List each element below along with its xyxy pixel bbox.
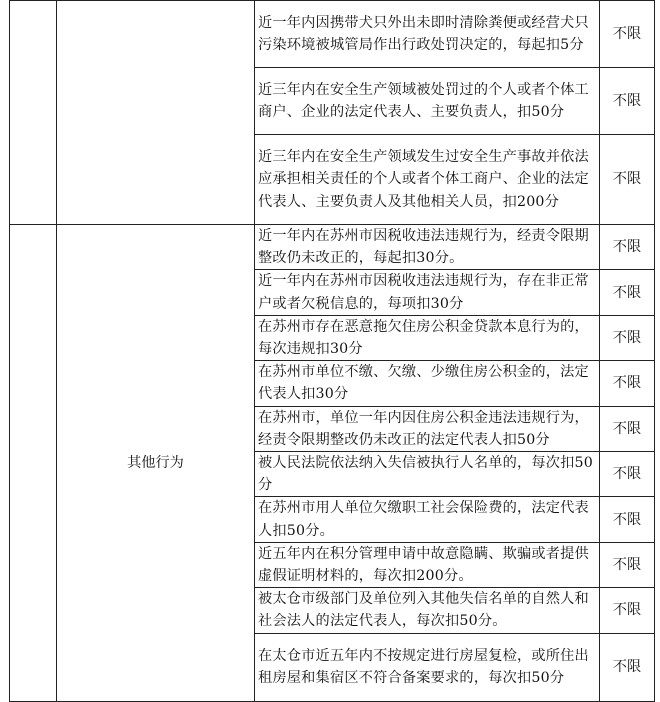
- item-text: 在苏州市，单位一年内因住房公积金违法违规行为，经责令限期整改仍未改正的法定代表人扣50分: [255, 406, 600, 451]
- limit-cell: 不限: [600, 135, 655, 225]
- item-text: 在苏州市单位不缴、欠缴、少缴住房公积金的，法定代表人扣30分: [255, 361, 600, 406]
- item-text: 近一年内因携带犬只外出未即时清除粪便或经营犬只污染环境被城管局作出行政处罚决定的，每起扣5分: [255, 1, 600, 68]
- limit-cell: 不限: [600, 588, 655, 633]
- index-cell: [10, 225, 57, 702]
- limit-cell: 不限: [600, 315, 655, 360]
- item-text: 近三年内在安全生产领域发生过安全生产事故并依法应承担相关责任的个人或者个体工商户、企业的法定代表人、主要负责人及其他相关人员，扣200分: [255, 135, 600, 225]
- category-cell: 其他行为: [57, 225, 255, 702]
- item-text: 近五年内在积分管理申请中故意隐瞒、欺骗或者提供虚假证明材料的，每次扣200分。: [255, 542, 600, 587]
- item-text: 被人民法院依法纳入失信被执行人名单的，每次扣50分: [255, 452, 600, 497]
- deduction-table: [9, 0, 655, 702]
- limit-cell: 不限: [600, 270, 655, 315]
- table-row: [10, 1, 655, 68]
- item-text: 近一年内在苏州市因税收违法违规行为，存在非正常户或者欠税信息的，每项扣30分: [255, 270, 600, 315]
- limit-cell: 不限: [600, 406, 655, 451]
- limit-cell: 不限: [600, 225, 655, 270]
- limit-cell: 不限: [600, 361, 655, 406]
- limit-cell: 不限: [600, 68, 655, 135]
- item-text: 被太仓市级部门及单位列入其他失信名单的自然人和社会法人的法定代表人，每次扣50分。: [255, 588, 600, 633]
- limit-cell: 不限: [600, 452, 655, 497]
- table-row: [10, 225, 655, 270]
- limit-cell: 不限: [600, 1, 655, 68]
- item-text: 在太仓市近五年内不按规定进行房屋复检，或所住出租房屋和集宿区不符合备案要求的，每次扣50分: [255, 633, 600, 701]
- item-text: 在苏州市用人单位欠缴职工社会保险费的，法定代表人扣50分。: [255, 497, 600, 542]
- item-text: 近三年内在安全生产领域被处罚过的个人或者个体工商户、企业的法定代表人、主要负责人，扣50分: [255, 68, 600, 135]
- category-cell: [57, 1, 255, 225]
- limit-cell: 不限: [600, 633, 655, 701]
- item-text: 在苏州市存在恶意拖欠住房公积金贷款本息行为的，每次违规扣30分: [255, 315, 600, 360]
- limit-cell: 不限: [600, 542, 655, 587]
- index-cell: [10, 1, 57, 225]
- item-text: 近一年内在苏州市因税收违法违规行为，经责令限期整改仍未改正的，每起扣30分。: [255, 225, 600, 270]
- limit-cell: 不限: [600, 497, 655, 542]
